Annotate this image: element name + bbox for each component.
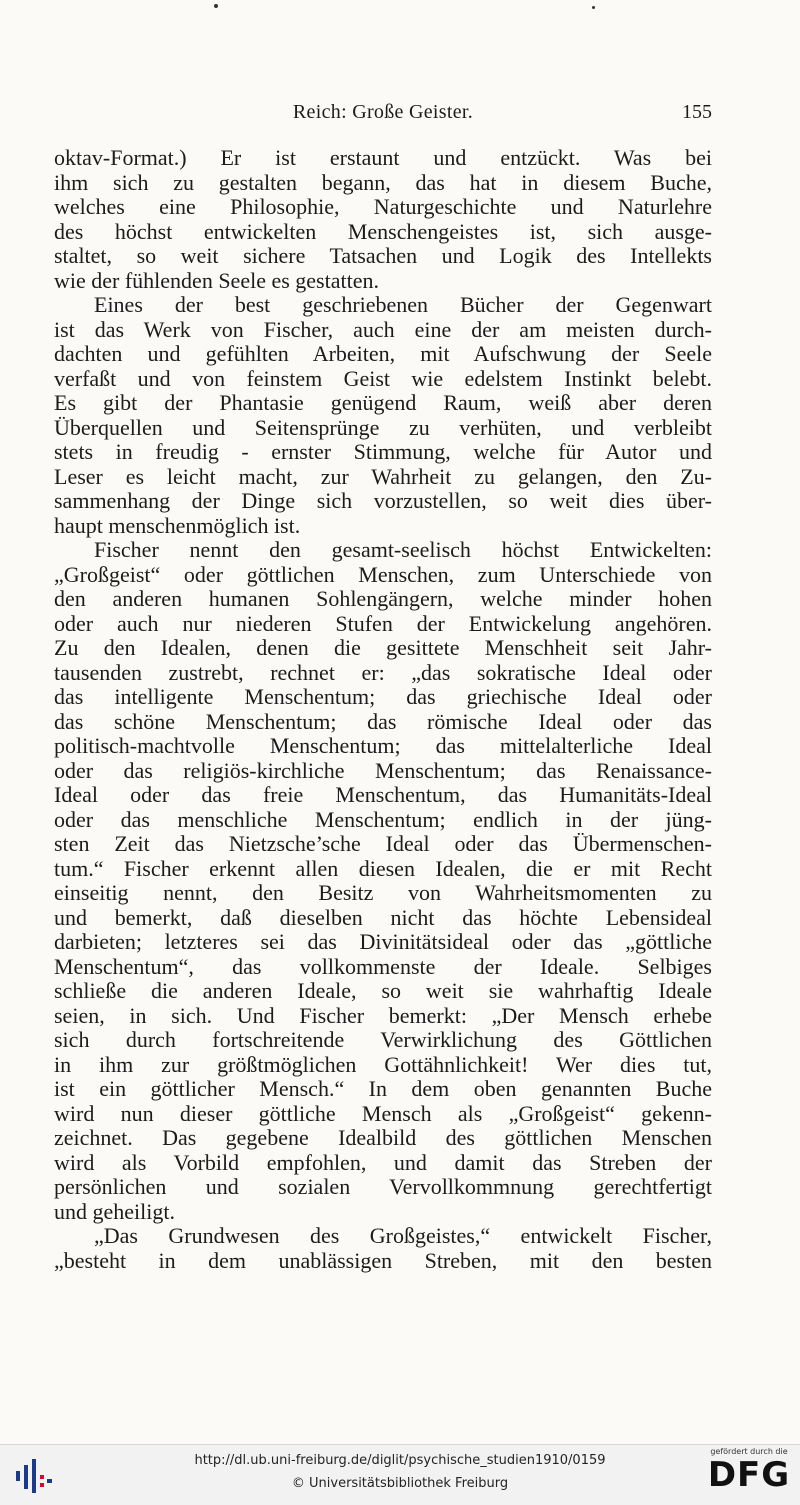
text-line: seien, in sich. Und Fischer bemerkt: „Der Mensch erhebe [54,1002,712,1028]
text-line: Eines der best geschriebenen Bücher der Gegenwart [94,292,712,317]
text-line: in ihm zur größtmöglichen Gottähnlichkeit! Wer dies tut, [54,1051,712,1077]
text-line: persönlichen und sozialen Vervollkommnung gerechtfertigt [54,1174,712,1199]
text-line: und geheiligt. [54,1198,175,1224]
text-line: zeichnet. Das gegebene Idealbild des göttlichen Menschen [54,1125,712,1150]
text-line: tausenden zustrebt, rechnet er: „das sokratische Ideal oder [54,659,712,685]
text-line: wird als Vorbild empfohlen, und damit das Streben der [54,1149,712,1175]
text-line: ist ein göttlicher Mensch.“ In dem oben genannten Buche [54,1076,712,1101]
text-line: Menschentum“, das vollkommenste der Ideale. Selbiges [54,953,712,979]
text-line: staltet, so weit sichere Tatsachen und Logik des Intellekts [54,243,712,268]
text-line: des höchst entwickelten Menschengeistes ist, sich ausge- [54,218,712,244]
text-line: darbieten; letzteres sei das Divinitätsideal oder das „göttliche [54,929,712,954]
text-line: ist das Werk von Fischer, auch eine der am meisten durch- [54,316,712,342]
text-line: den anderen humanen Sohlengängern, welche minder hohen [54,586,712,611]
text-line: Leser es leicht macht, zur Wahrheit zu gelangen, den Zu- [54,463,712,489]
funding-note: gefördert durch die [710,1447,788,1456]
text-line: wie der fühlenden Seele es gestatten. [54,267,379,293]
text-line: Fischer nennt den gesamt-seelisch höchst Entwickelten: [94,537,712,562]
scan-speck [592,6,595,9]
document-url[interactable]: http://dl.ub.uni-freiburg.de/diglit/psychische_studien1910/0159 [194,1453,606,1468]
page-number: 155 [682,101,712,123]
text-line: Ideal oder das freie Menschentum, das Humanitäts-Ideal [54,782,712,807]
text-line: „Das Grundwesen des Großgeistes,“ entwickelt Fischer, [94,1223,712,1248]
text-line: Überquellen und Seitensprünge zu verhüten, und verbleibt [54,414,712,440]
text-line: schließe die anderen Ideale, so weit sie wahrhaftig Ideale [54,978,712,1003]
text-line: verfaßt und von feinstem Geist wie edelstem Instinkt belebt. [54,365,712,391]
text-line: oder das religiös-kirchliche Menschentum; das Renaissance- [54,757,712,783]
text-line: das intelligente Menschentum; das griechische Ideal oder [54,684,712,709]
text-line: oder auch nur niederen Stufen der Entwickelung angehören. [54,610,712,636]
text-line: das schöne Menschentum; das römische Ideal oder das [54,708,712,734]
scan-speck [214,4,218,8]
running-head [54,101,712,131]
text-line: sten Zeit das Nietzsche’sche Ideal oder das Übermenschen- [54,831,712,856]
text-line: politisch-machtvolle Menschentum; das mittelalterliche Ideal [54,733,712,758]
viewer-footer [0,1444,800,1505]
text-line: Zu den Idealen, denen die gesittete Menschheit seit Jahr- [54,635,712,660]
text-line: haupt menschenmöglich ist. [54,512,301,538]
text-line: einseitig nennt, den Besitz von Wahrheitsmomenten zu [54,880,712,905]
text-line: ihm sich zu gestalten begann, das hat in diesem Buche, [54,169,712,195]
text-line: „Großgeist“ oder göttlichen Menschen, zum Unterschiede von [54,561,712,587]
running-head-title: Reich: Große Geister. [292,101,474,123]
text-line: stets in freudig - ernster Stimmung, welche für Autor und [54,439,712,464]
text-line: sich durch fortschreitende Verwirklichung des Göttlichen [54,1027,712,1052]
text-line: welches eine Philosophie, Naturgeschichte und Naturlehre [54,194,712,219]
text-line: sammenhang der Dinge sich vorzustellen, so weit dies über- [54,488,712,513]
body-text [54,146,712,1273]
text-line: oder das menschliche Menschentum; endlich in der jüng- [54,806,712,832]
text-line: und bemerkt, daß dieselben nicht das höchte Lebensideal [54,904,712,930]
text-line: wird nun dieser göttliche Mensch als „Großgeist“ gekenn- [54,1100,712,1126]
text-line: Es gibt der Phantasie genügend Raum, weiß aber deren [54,390,712,415]
dfg-logo-text: DFG [707,1455,791,1495]
text-line: tum.“ Fischer erkennt allen diesen Idealen, die er mit Recht [54,855,712,881]
text-line: dachten und gefühlten Arbeiten, mit Aufschwung der Seele [54,341,712,366]
text-line: oktav-Format.) Er ist erstaunt und entzückt. Was bei [54,145,712,170]
text-line: „besteht in dem unablässigen Streben, mit den besten [54,1247,712,1273]
dfg-logo [706,1447,792,1503]
copyright-notice: © Universitätsbibliothek Freiburg [291,1476,509,1491]
